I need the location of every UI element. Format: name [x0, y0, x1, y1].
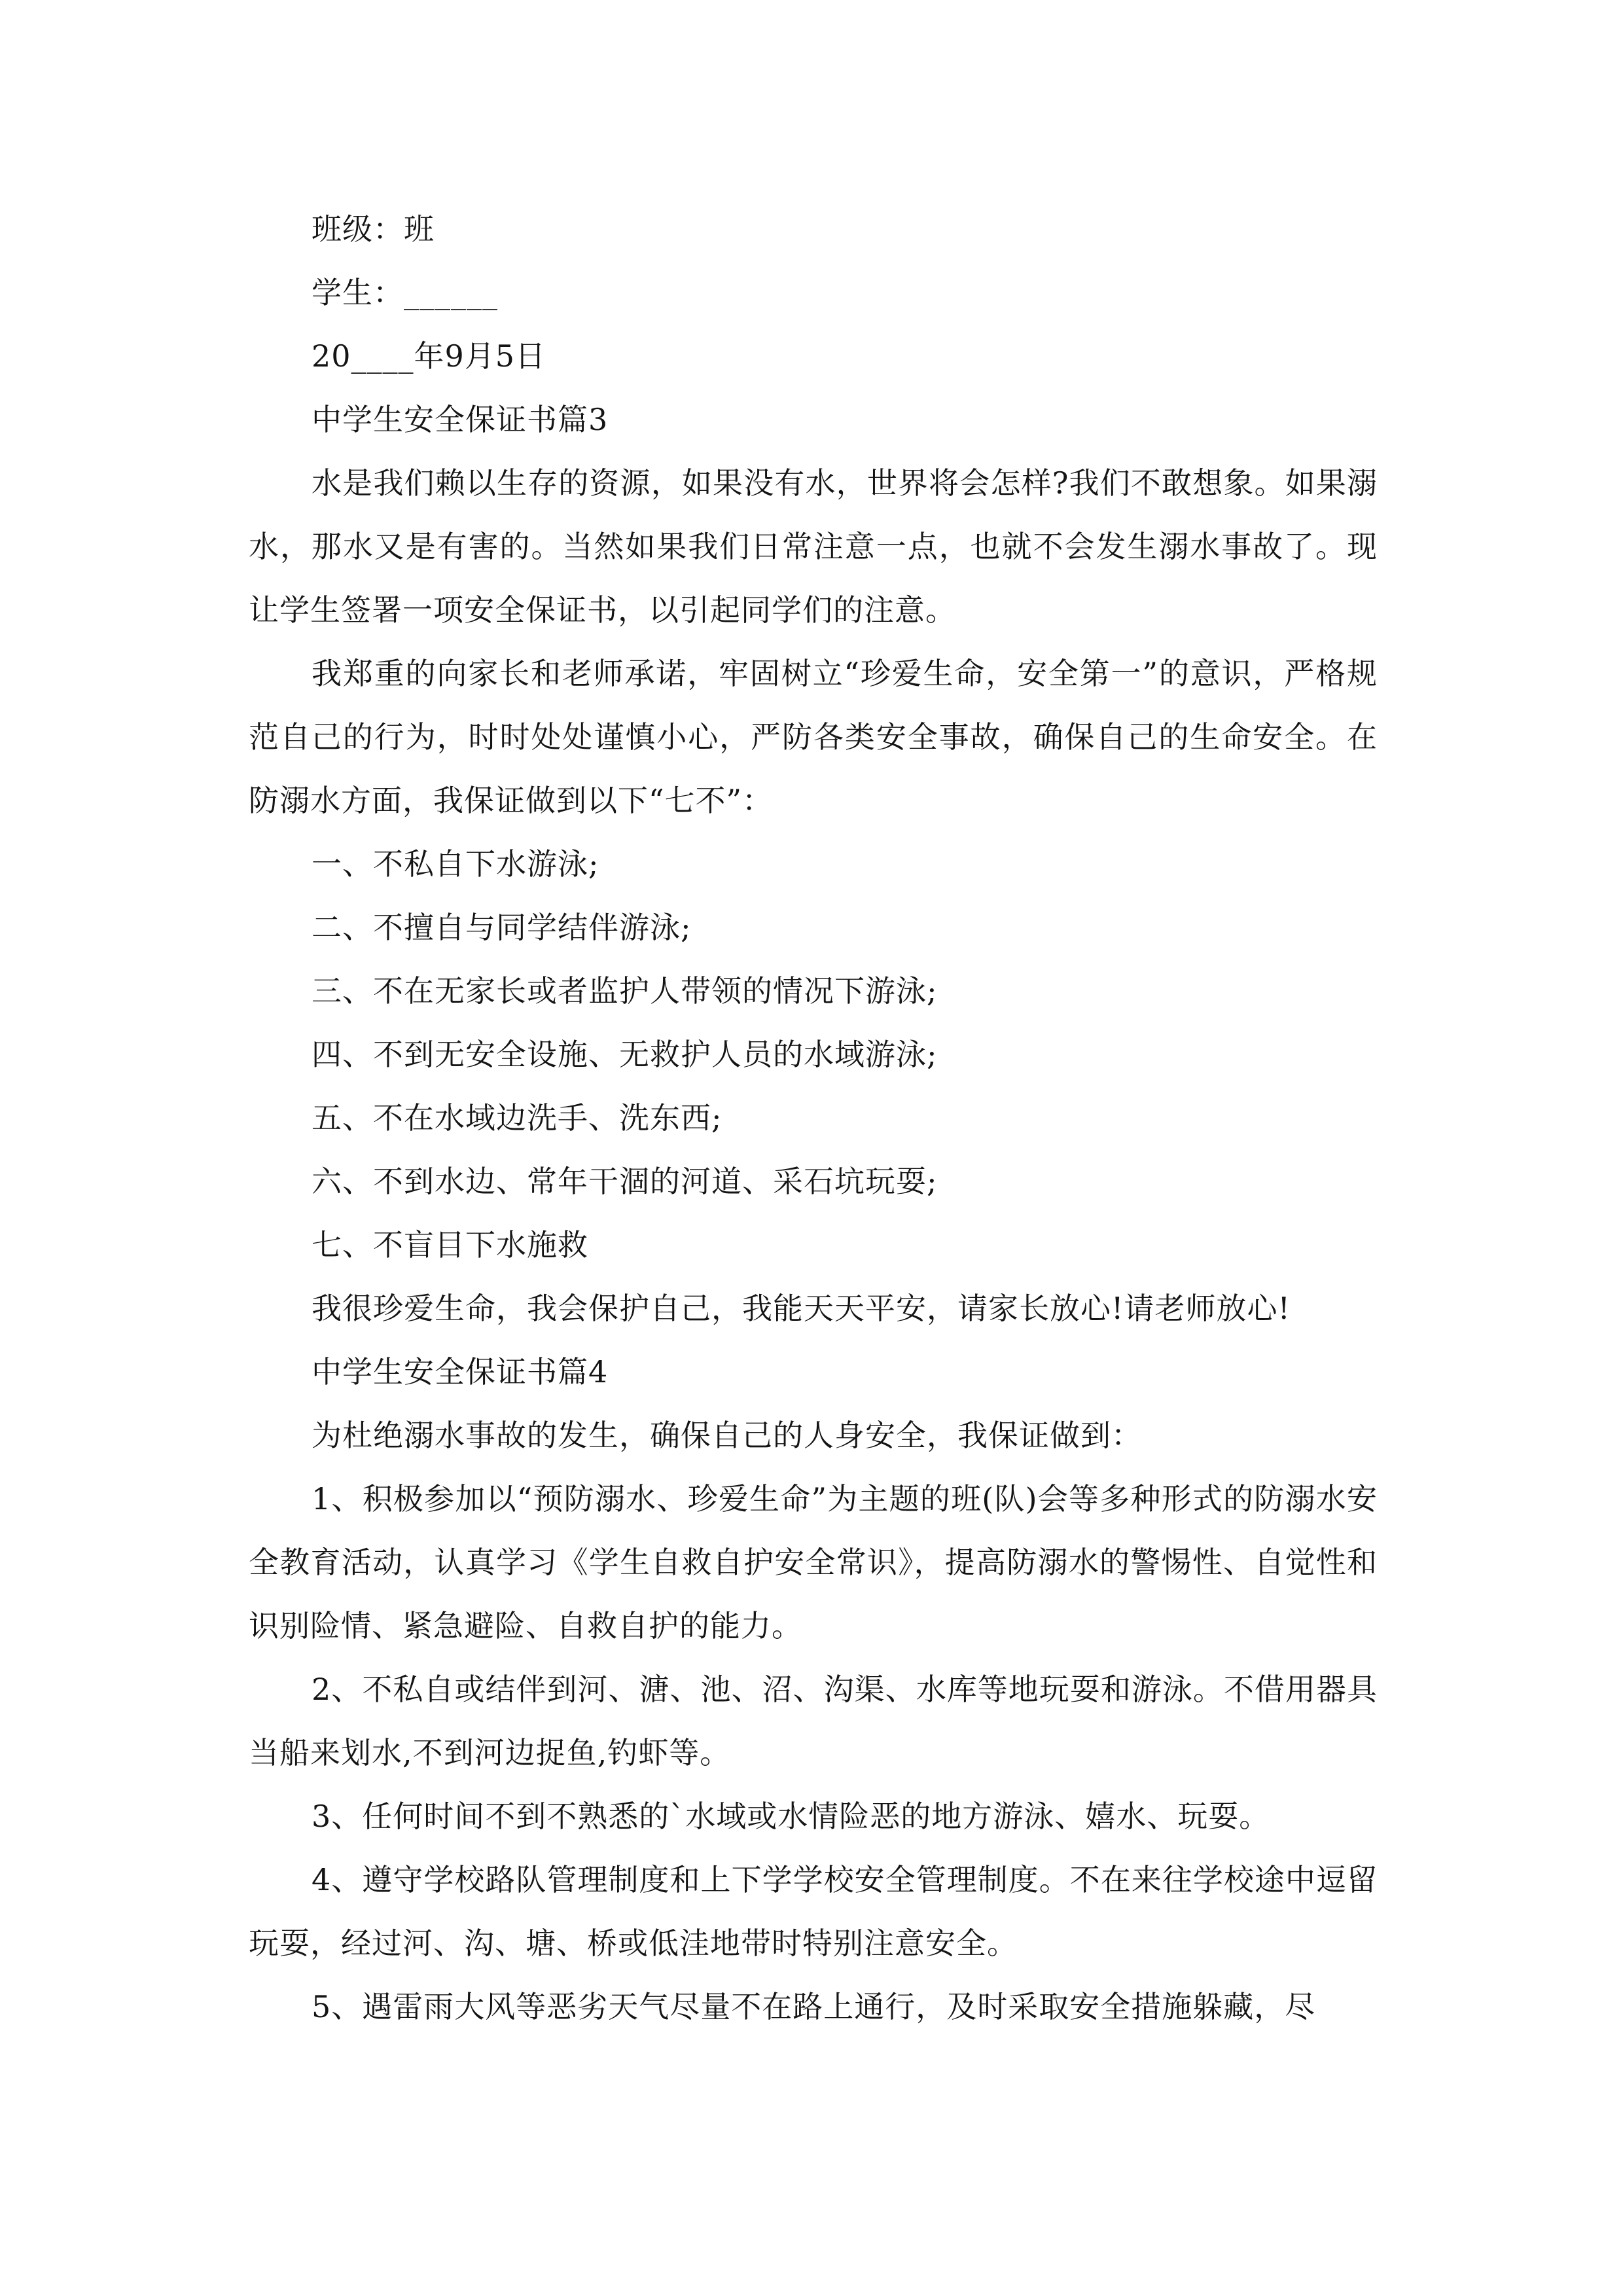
class-line: 班级：班 [312, 211, 435, 247]
paragraph-water-intro: 水是我们赖以生存的资源，如果没有水，世界将会怎样?我们不敢想象。如果溺水，那水又是有害的。当然如果我们日常注意一点，也就不会发生溺水事故了。现让学生签署一项安全保证书，以引起同学们的注意。 [249, 465, 1378, 628]
numbered-item: 2、不私自或结伴到河、溏、池、沼、沟渠、水库等地玩耍和游泳。不借用器具当船来划水,不到河边捉鱼,钓虾等。 [249, 1672, 1378, 1770]
date-line: 20____年9月5日 [312, 338, 546, 374]
closing-line: 我很珍爱生命，我会保护自己，我能天天平安，请家长放心!请老师放心! [312, 1291, 1291, 1326]
numbered-item: 4、遵守学校路队管理制度和上下学学校安全管理制度。不在来往学校途中逗留玩耍，经过河、沟、塘、桥或低洼地带时特别注意安全。 [249, 1862, 1378, 1961]
list-item: 一、不私自下水游泳; [312, 846, 599, 882]
list-item: 七、不盲目下水施救 [312, 1227, 588, 1263]
section-heading-4: 中学生安全保证书篇4 [312, 1354, 609, 1390]
list-item: 四、不到无安全设施、无救护人员的水域游泳; [312, 1037, 938, 1072]
student-line: 学生：______ [312, 275, 498, 310]
list-item: 二、不擅自与同学结伴游泳; [312, 910, 692, 945]
section-heading-3: 中学生安全保证书篇3 [312, 402, 609, 437]
numbered-item: 1、积极参加以“预防溺水、珍爱生命”为主题的班(队)会等多种形式的防溺水安全教育活动，认真学习《学生自救自护安全常识》，提高防溺水的警惕性、自觉性和识别险情、紧急避险、自救自护的能力。 [249, 1481, 1378, 1643]
list-item: 五、不在水域边洗手、洗东西; [312, 1100, 722, 1136]
numbered-item: 3、任何时间不到不熟悉的`水域或水情险恶的地方游泳、嬉水、玩耍。 [312, 1799, 1270, 1834]
list-item: 六、不到水边、常年干涸的河道、采石坑玩耍; [312, 1164, 938, 1199]
paragraph-promise: 我郑重的向家长和老师承诺，牢固树立“珍爱生命，安全第一”的意识，严格规范自己的行为，时时处处谨慎小心，严防各类安全事故，确保自己的生命安全。在防溺水方面，我保证做到以下“七不”： [249, 656, 1378, 818]
document-body [249, 198, 1378, 2039]
numbered-item: 5、遇雷雨大风等恶劣天气尽量不在路上通行，及时采取安全措施躲藏，尽 [312, 1989, 1316, 2024]
intro-line: 为杜绝溺水事故的发生，确保自己的人身安全，我保证做到： [312, 1418, 1142, 1453]
list-item: 三、不在无家长或者监护人带领的情况下游泳; [312, 973, 938, 1009]
